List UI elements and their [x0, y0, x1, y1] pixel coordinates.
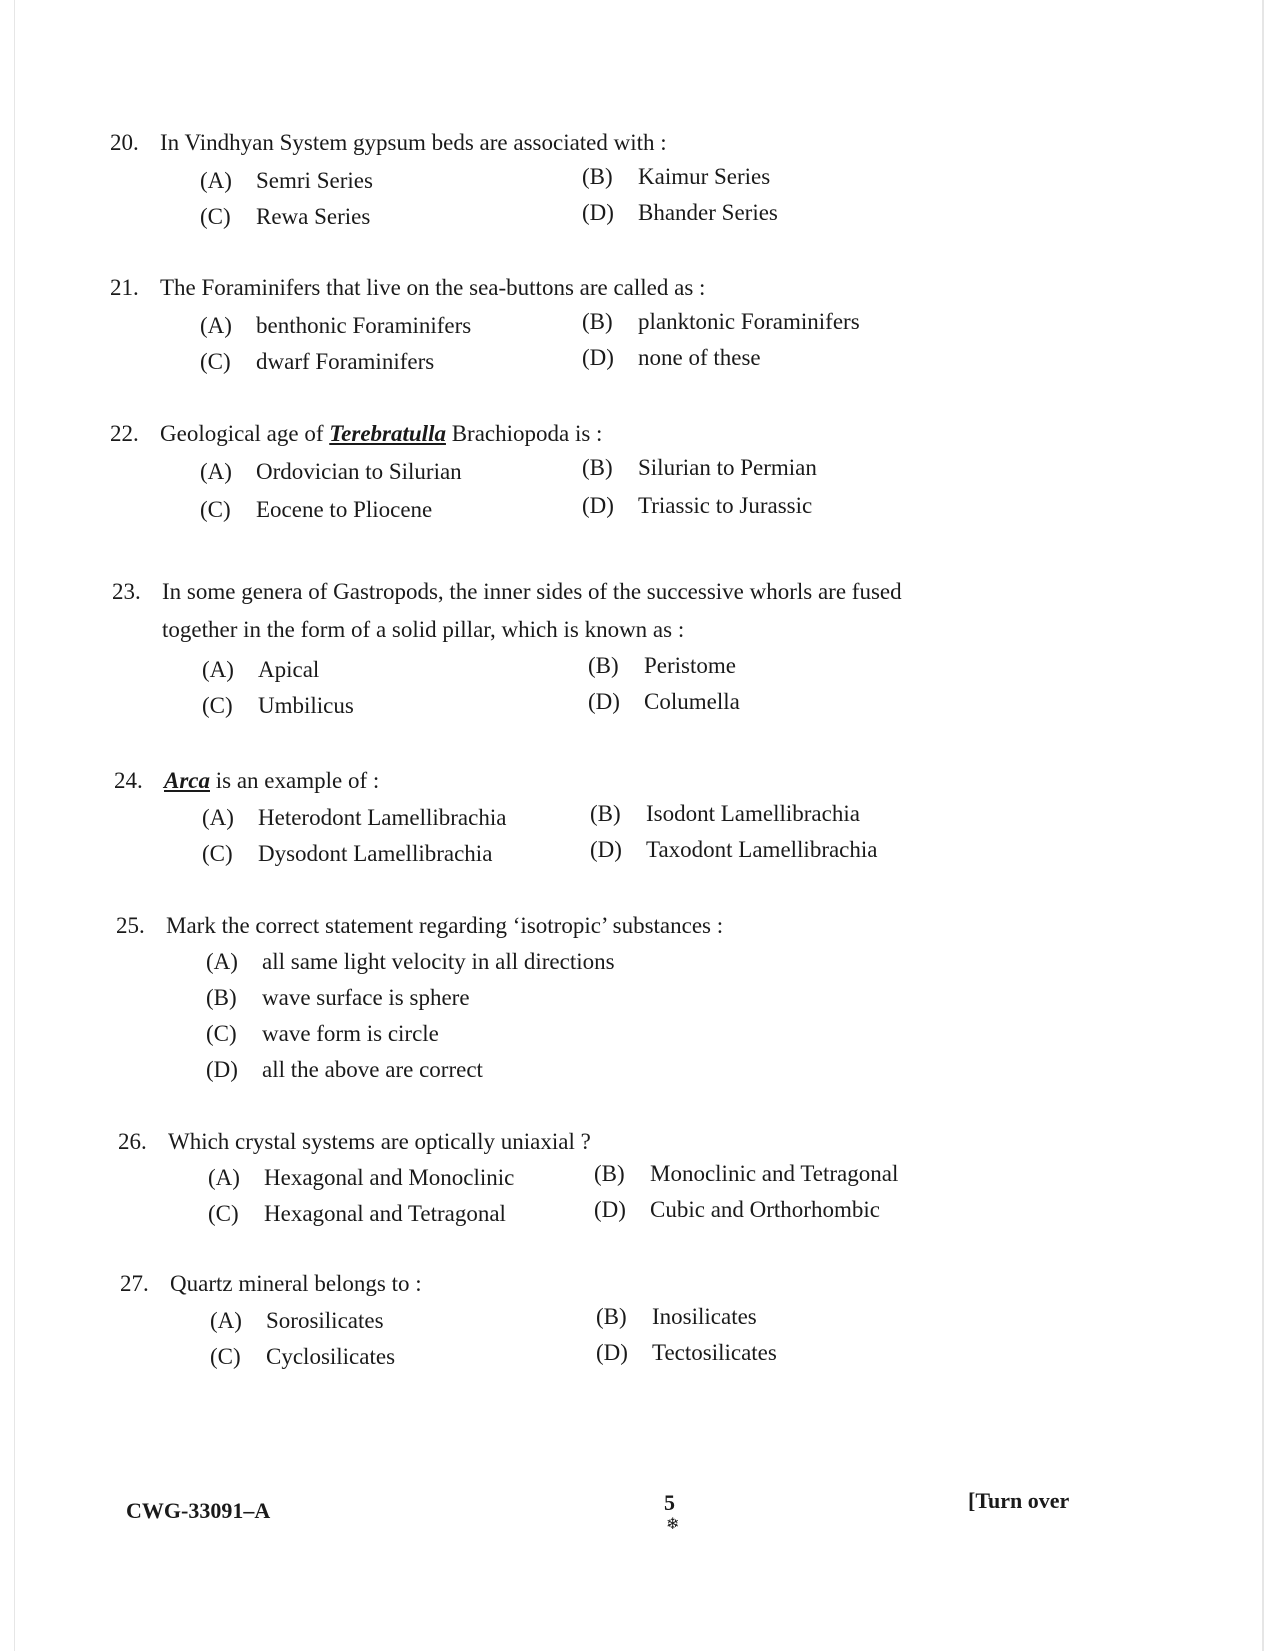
option-label: (D): [590, 837, 622, 862]
question-number: 23.: [112, 579, 141, 604]
question-number: 27.: [120, 1271, 149, 1296]
option-label: (D): [588, 689, 620, 714]
option-a: [210, 1307, 384, 1335]
option-label: (C): [200, 349, 231, 374]
question-text-part: Geological age of: [160, 421, 330, 446]
option-d: [582, 492, 812, 520]
option-d: [594, 1196, 880, 1224]
option-text: Isodont Lamellibrachia: [646, 801, 860, 826]
option-text: wave form is circle: [262, 1021, 439, 1046]
question-number: 22.: [110, 421, 139, 446]
option-label: (B): [582, 309, 613, 334]
question-number: 26.: [118, 1129, 147, 1154]
option-c: [200, 348, 434, 376]
option-text: Triassic to Jurassic: [638, 493, 813, 518]
option-label: (B): [582, 455, 613, 480]
option-label: (B): [594, 1161, 625, 1186]
question-text: The Foraminifers that live on the sea-buttons are called as :: [160, 275, 706, 300]
snowflake-icon: ❄: [666, 1516, 680, 1533]
question-text: Which crystal systems are optically uniaxial ?: [168, 1129, 591, 1154]
option-label: (C): [208, 1201, 239, 1226]
option-text: planktonic Foraminifers: [638, 309, 860, 334]
option-label: (B): [596, 1304, 627, 1329]
question-text: In Vindhyan System gypsum beds are associated with :: [160, 130, 667, 155]
option-b: [594, 1160, 898, 1188]
question-text: [164, 767, 379, 795]
option-a: [208, 1164, 514, 1192]
option-label: (A): [202, 657, 234, 682]
genus-name: Terebratulla: [329, 421, 446, 446]
question-number: 24.: [114, 768, 143, 793]
option-label: (A): [202, 805, 234, 830]
option-label: (C): [200, 497, 231, 522]
option-text: wave surface is sphere: [262, 985, 470, 1010]
question-text-line2: together in the form of a solid pillar, which is known as :: [162, 617, 685, 642]
option-label: (A): [200, 459, 232, 484]
option-label: (D): [582, 493, 614, 518]
option-text: Hexagonal and Tetragonal: [264, 1201, 506, 1226]
option-label: (A): [208, 1165, 240, 1190]
question-number: 21.: [110, 275, 139, 300]
option-label: (C): [210, 1344, 241, 1369]
option-b: [596, 1303, 757, 1331]
option-label: (D): [596, 1340, 628, 1365]
scan-edge-right: [1262, 0, 1264, 1651]
scan-edge-left: [14, 0, 15, 1651]
option-d: [596, 1339, 777, 1367]
genus-name: Arca: [164, 768, 210, 793]
option-label: (D): [582, 345, 614, 370]
option-text: Heterodont Lamellibrachia: [258, 805, 507, 830]
option-c: [206, 1020, 439, 1048]
option-text: Dysodont Lamellibrachia: [258, 841, 493, 866]
option-text: Inosilicates: [652, 1304, 757, 1329]
option-label: (A): [200, 313, 232, 338]
option-text: Silurian to Permian: [638, 455, 817, 480]
paper-code: CWG-33091–A: [126, 1498, 271, 1523]
option-a: [200, 312, 471, 340]
option-text: none of these: [638, 345, 761, 370]
option-a: [206, 948, 615, 976]
option-a: [200, 167, 373, 195]
question-text: [160, 420, 602, 448]
question-text: Quartz mineral belongs to :: [170, 1271, 422, 1296]
option-text: Ordovician to Silurian: [256, 459, 462, 484]
option-label: (A): [206, 949, 238, 974]
option-c: [202, 692, 354, 720]
option-text: all the above are correct: [262, 1057, 483, 1082]
option-d: [206, 1056, 483, 1084]
question-number: 20.: [110, 130, 139, 155]
option-label: (C): [206, 1021, 237, 1046]
option-b: [582, 454, 817, 482]
option-label: (B): [206, 985, 237, 1010]
option-c: [208, 1200, 506, 1228]
option-text: Cyclosilicates: [266, 1344, 396, 1369]
option-text: dwarf Foraminifers: [256, 349, 435, 374]
option-c: [200, 496, 432, 524]
option-label: (A): [200, 168, 232, 193]
question-text-part: Brachiopoda is :: [445, 421, 603, 446]
question-text-part: is an example of :: [210, 768, 380, 793]
option-d: [588, 688, 740, 716]
option-c: [210, 1343, 395, 1371]
option-text: Tectosilicates: [652, 1340, 777, 1365]
option-d: [582, 199, 778, 227]
option-b: [582, 308, 860, 336]
option-text: Taxodont Lamellibrachia: [646, 837, 878, 862]
question-text: In some genera of Gastropods, the inner sides of the successive whorls are fused: [162, 579, 902, 604]
turn-over-label: [Turn over: [968, 1488, 1070, 1513]
question-text: Mark the correct statement regarding ‘isotropic’ substances :: [166, 913, 724, 938]
option-text: Eocene to Pliocene: [256, 497, 433, 522]
option-text: Sorosilicates: [266, 1308, 384, 1333]
option-label: (B): [588, 653, 619, 678]
option-text: Rewa Series: [256, 204, 371, 229]
option-c: [202, 840, 492, 868]
option-label: (D): [594, 1197, 626, 1222]
option-a: [200, 458, 462, 486]
option-b: [582, 163, 770, 191]
option-label: (B): [590, 801, 621, 826]
option-text: Hexagonal and Monoclinic: [264, 1165, 515, 1190]
option-c: [200, 203, 370, 231]
option-label: (C): [202, 693, 233, 718]
option-label: (A): [210, 1308, 242, 1333]
question-number: 25.: [116, 913, 145, 938]
option-label: (C): [200, 204, 231, 229]
option-text: Bhander Series: [638, 200, 778, 225]
option-a: [202, 804, 506, 832]
option-text: Cubic and Orthorhombic: [650, 1197, 880, 1222]
page-number: 5: [664, 1490, 675, 1515]
option-b: [588, 652, 736, 680]
option-text: Kaimur Series: [638, 164, 771, 189]
option-text: Peristome: [644, 653, 736, 678]
option-b: [590, 800, 860, 828]
option-label: (D): [206, 1057, 238, 1082]
option-text: benthonic Foraminifers: [256, 313, 472, 338]
option-d: [582, 344, 761, 372]
option-text: Semri Series: [256, 168, 373, 193]
option-text: Apical: [258, 657, 320, 682]
option-text: Columella: [644, 689, 740, 714]
option-a: [202, 656, 319, 684]
option-b: [206, 984, 470, 1012]
option-label: (C): [202, 841, 233, 866]
option-text: Umbilicus: [258, 693, 354, 718]
option-text: all same light velocity in all directions: [262, 949, 615, 974]
option-label: (D): [582, 200, 614, 225]
option-text: Monoclinic and Tetragonal: [650, 1161, 899, 1186]
option-d: [590, 836, 878, 864]
option-label: (B): [582, 164, 613, 189]
